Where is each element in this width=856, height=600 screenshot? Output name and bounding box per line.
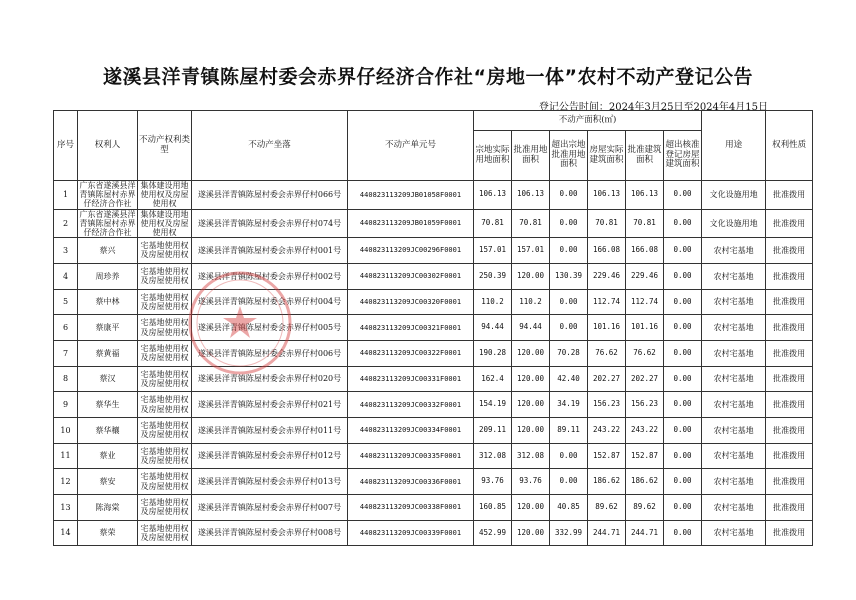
cell-bld-excess: 0.00	[664, 263, 702, 289]
cell-land-approved: 120.00	[512, 392, 550, 418]
cell-bld-approved: 76.62	[626, 340, 664, 366]
cell-nature: 批准拨用	[766, 443, 813, 469]
table-row	[54, 209, 813, 238]
cell-unit-no: 440823113209JC00334F0001	[348, 417, 474, 443]
cell-bld-approved: 186.62	[626, 469, 664, 495]
cell-unit-no: 440823113209JC00339F0001	[348, 520, 474, 546]
cell-bld-excess: 0.00	[664, 495, 702, 521]
cell-bld-approved: 156.23	[626, 392, 664, 418]
header-land-actual: 宗地实际用地面积	[474, 131, 512, 181]
cell-land-approved: 120.00	[512, 417, 550, 443]
cell-land-actual: 94.44	[474, 315, 512, 341]
cell-land-approved: 120.00	[512, 520, 550, 546]
cell-holder: 蔡康平	[78, 315, 138, 341]
header-area-group: 不动产面积(㎡)	[474, 111, 702, 131]
cell-bld-excess: 0.00	[664, 181, 702, 210]
cell-seq: 1	[54, 181, 78, 210]
cell-bld-actual: 186.62	[588, 469, 626, 495]
cell-holder: 周珍养	[78, 263, 138, 289]
cell-usage: 农村宅基地	[702, 520, 766, 546]
table-row	[54, 417, 813, 443]
cell-right-type: 宅基地使用权及房屋使用权	[138, 238, 192, 264]
cell-bld-excess: 0.00	[664, 366, 702, 392]
cell-unit-no: 440823113209JB01058F0001	[348, 181, 474, 210]
cell-seq: 9	[54, 392, 78, 418]
cell-seq: 7	[54, 340, 78, 366]
cell-right-type: 宅基地使用权及房屋使用权	[138, 289, 192, 315]
cell-land-actual: 154.19	[474, 392, 512, 418]
cell-bld-approved: 70.81	[626, 209, 664, 238]
cell-land-actual: 157.01	[474, 238, 512, 264]
table-header	[54, 111, 813, 181]
cell-land-excess: 332.99	[550, 520, 588, 546]
cell-seq: 10	[54, 417, 78, 443]
cell-bld-approved: 243.22	[626, 417, 664, 443]
cell-holder: 蔡中林	[78, 289, 138, 315]
cell-right-type: 宅基地使用权及房屋使用权	[138, 315, 192, 341]
cell-land-approved: 70.81	[512, 209, 550, 238]
cell-right-type: 宅基地使用权及房屋使用权	[138, 469, 192, 495]
header-nature: 权利性质	[766, 111, 813, 181]
cell-unit-no: 440823113209JC00331F0001	[348, 366, 474, 392]
cell-usage: 农村宅基地	[702, 340, 766, 366]
cell-unit-no: 440823113209JC00320F0001	[348, 289, 474, 315]
cell-bld-excess: 0.00	[664, 340, 702, 366]
table-row	[54, 366, 813, 392]
cell-usage: 农村宅基地	[702, 289, 766, 315]
cell-bld-actual: 101.16	[588, 315, 626, 341]
cell-right-type: 宅基地使用权及房屋使用权	[138, 520, 192, 546]
cell-bld-approved: 166.08	[626, 238, 664, 264]
cell-right-type: 宅基地使用权及房屋使用权	[138, 443, 192, 469]
table-row	[54, 181, 813, 210]
cell-usage: 农村宅基地	[702, 392, 766, 418]
cell-right-type: 宅基地使用权及房屋使用权	[138, 417, 192, 443]
cell-usage: 农村宅基地	[702, 469, 766, 495]
cell-land-approved: 94.44	[512, 315, 550, 341]
cell-holder: 蔡荣	[78, 520, 138, 546]
cell-holder: 陈海棠	[78, 495, 138, 521]
cell-right-type: 宅基地使用权及房屋使用权	[138, 366, 192, 392]
cell-unit-no: 440823113209JC00302F0001	[348, 263, 474, 289]
table-row	[54, 392, 813, 418]
cell-unit-no: 440823113209JC00322F0001	[348, 340, 474, 366]
cell-bld-actual: 156.23	[588, 392, 626, 418]
table-body	[54, 181, 813, 546]
cell-nature: 批准拨用	[766, 238, 813, 264]
header-location: 不动产坐落	[192, 111, 348, 181]
cell-usage: 农村宅基地	[702, 417, 766, 443]
cell-usage: 农村宅基地	[702, 443, 766, 469]
cell-holder: 蔡汉	[78, 366, 138, 392]
cell-bld-actual: 76.62	[588, 340, 626, 366]
cell-seq: 2	[54, 209, 78, 238]
cell-bld-excess: 0.00	[664, 417, 702, 443]
cell-land-actual: 250.39	[474, 263, 512, 289]
cell-seq: 11	[54, 443, 78, 469]
header-seq: 序号	[54, 111, 78, 181]
cell-usage: 农村宅基地	[702, 315, 766, 341]
cell-land-approved: 120.00	[512, 340, 550, 366]
cell-right-type: 宅基地使用权及房屋使用权	[138, 340, 192, 366]
cell-seq: 12	[54, 469, 78, 495]
cell-seq: 5	[54, 289, 78, 315]
cell-unit-no: 440823113209JC00336F0001	[348, 469, 474, 495]
table-row	[54, 340, 813, 366]
cell-unit-no: 440823113209JC00296F0001	[348, 238, 474, 264]
cell-location: 遂溪县洋青镇陈屋村委会赤界仔村008号	[192, 520, 348, 546]
cell-right-type: 宅基地使用权及房屋使用权	[138, 392, 192, 418]
table-row	[54, 289, 813, 315]
cell-bld-approved: 89.62	[626, 495, 664, 521]
cell-bld-excess: 0.00	[664, 469, 702, 495]
table-row	[54, 263, 813, 289]
cell-land-actual: 312.08	[474, 443, 512, 469]
cell-seq: 13	[54, 495, 78, 521]
cell-bld-excess: 0.00	[664, 443, 702, 469]
table-row	[54, 315, 813, 341]
cell-land-excess: 130.39	[550, 263, 588, 289]
cell-bld-approved: 106.13	[626, 181, 664, 210]
cell-land-actual: 162.4	[474, 366, 512, 392]
cell-land-approved: 120.00	[512, 366, 550, 392]
cell-bld-excess: 0.00	[664, 392, 702, 418]
cell-location: 遂溪县洋青镇陈屋村委会赤界仔村007号	[192, 495, 348, 521]
cell-location: 遂溪县洋青镇陈屋村委会赤界仔村012号	[192, 443, 348, 469]
cell-nature: 批准拨用	[766, 366, 813, 392]
cell-unit-no: 440823113209JC00321F0001	[348, 315, 474, 341]
cell-land-excess: 89.11	[550, 417, 588, 443]
cell-land-actual: 70.81	[474, 209, 512, 238]
cell-unit-no: 440823113209JC00335F0001	[348, 443, 474, 469]
cell-seq: 8	[54, 366, 78, 392]
cell-bld-excess: 0.00	[664, 315, 702, 341]
cell-land-approved: 120.00	[512, 263, 550, 289]
cell-bld-approved: 112.74	[626, 289, 664, 315]
cell-location: 遂溪县洋青镇陈屋村委会赤界仔村013号	[192, 469, 348, 495]
cell-land-excess: 0.00	[550, 289, 588, 315]
table-row	[54, 495, 813, 521]
cell-location: 遂溪县洋青镇陈屋村委会赤界仔村006号	[192, 340, 348, 366]
cell-location: 遂溪县洋青镇陈屋村委会赤界仔村011号	[192, 417, 348, 443]
cell-land-actual: 209.11	[474, 417, 512, 443]
header-land-excess: 超出宗地批准用地面积	[550, 131, 588, 181]
cell-unit-no: 440823113209JC00332F0001	[348, 392, 474, 418]
table-row	[54, 520, 813, 546]
cell-location: 遂溪县洋青镇陈屋村委会赤界仔村020号	[192, 366, 348, 392]
cell-right-type: 集体建设用地使用权及房屋使用权	[138, 181, 192, 210]
cell-usage: 农村宅基地	[702, 238, 766, 264]
cell-location: 遂溪县洋青镇陈屋村委会赤界仔村021号	[192, 392, 348, 418]
cell-holder: 广东省遂溪县洋青镇陈屋村赤界仔经济合作社	[79, 209, 136, 237]
cell-location: 遂溪县洋青镇陈屋村委会赤界仔村066号	[192, 181, 348, 210]
cell-bld-excess: 0.00	[664, 209, 702, 238]
cell-bld-excess: 0.00	[664, 289, 702, 315]
cell-bld-actual: 166.08	[588, 238, 626, 264]
cell-bld-actual: 152.87	[588, 443, 626, 469]
cell-bld-excess: 0.00	[664, 238, 702, 264]
header-usage: 用途	[702, 111, 766, 181]
cell-land-actual: 110.2	[474, 289, 512, 315]
cell-land-excess: 0.00	[550, 315, 588, 341]
cell-land-excess: 0.00	[550, 238, 588, 264]
cell-nature: 批准拨用	[766, 181, 813, 210]
cell-bld-excess: 0.00	[664, 520, 702, 546]
header-holder: 权利人	[78, 111, 138, 181]
cell-usage: 农村宅基地	[702, 495, 766, 521]
cell-holder: 蔡华生	[78, 392, 138, 418]
cell-unit-no: 440823113209JC00338F0001	[348, 495, 474, 521]
cell-bld-actual: 202.27	[588, 366, 626, 392]
cell-land-approved: 106.13	[512, 181, 550, 210]
cell-land-excess: 70.28	[550, 340, 588, 366]
header-unit-no: 不动产单元号	[348, 111, 474, 181]
cell-usage: 文化设施用地	[702, 209, 766, 238]
cell-bld-approved: 244.71	[626, 520, 664, 546]
cell-holder: 蔡黄福	[78, 340, 138, 366]
cell-bld-actual: 229.46	[588, 263, 626, 289]
header-right-type: 不动产权利类型	[138, 111, 192, 181]
cell-land-approved: 120.00	[512, 495, 550, 521]
cell-land-approved: 157.01	[512, 238, 550, 264]
cell-holder: 蔡兴	[78, 238, 138, 264]
cell-holder: 蔡华穰	[78, 417, 138, 443]
cell-land-excess: 0.00	[550, 181, 588, 210]
cell-holder: 蔡安	[78, 469, 138, 495]
cell-seq: 3	[54, 238, 78, 264]
table-row	[54, 238, 813, 264]
cell-land-excess: 0.00	[550, 469, 588, 495]
cell-land-excess: 34.19	[550, 392, 588, 418]
cell-nature: 批准拨用	[766, 209, 813, 238]
cell-location: 遂溪县洋青镇陈屋村委会赤界仔村001号	[192, 238, 348, 264]
cell-holder: 蔡业	[78, 443, 138, 469]
cell-nature: 批准拨用	[766, 469, 813, 495]
cell-location: 遂溪县洋青镇陈屋村委会赤界仔村005号	[192, 315, 348, 341]
cell-seq: 4	[54, 263, 78, 289]
cell-nature: 批准拨用	[766, 340, 813, 366]
cell-land-actual: 106.13	[474, 181, 512, 210]
cell-land-actual: 190.28	[474, 340, 512, 366]
cell-bld-approved: 101.16	[626, 315, 664, 341]
cell-location: 遂溪县洋青镇陈屋村委会赤界仔村004号	[192, 289, 348, 315]
registration-table	[53, 110, 813, 546]
cell-nature: 批准拨用	[766, 417, 813, 443]
cell-bld-actual: 106.13	[588, 181, 626, 210]
cell-land-approved: 110.2	[512, 289, 550, 315]
cell-land-approved: 312.08	[512, 443, 550, 469]
header-bld-excess: 超出核准登记房屋建筑面积	[664, 131, 702, 181]
cell-bld-actual: 112.74	[588, 289, 626, 315]
cell-bld-actual: 243.22	[588, 417, 626, 443]
cell-land-actual: 93.76	[474, 469, 512, 495]
cell-right-type: 宅基地使用权及房屋使用权	[138, 495, 192, 521]
cell-land-excess: 0.00	[550, 209, 588, 238]
cell-bld-approved: 229.46	[626, 263, 664, 289]
cell-unit-no: 440823113209JB01059F0001	[348, 209, 474, 238]
cell-bld-actual: 70.81	[588, 209, 626, 238]
cell-seq: 6	[54, 315, 78, 341]
table-row	[54, 443, 813, 469]
cell-right-type: 集体建设用地使用权及房屋使用权	[138, 209, 192, 238]
cell-bld-approved: 202.27	[626, 366, 664, 392]
cell-nature: 批准拨用	[766, 392, 813, 418]
notice-period: 登记公告时间：2024年3月25日至2024年4月15日	[538, 102, 768, 113]
cell-land-approved: 93.76	[512, 469, 550, 495]
header-bld-actual: 房屋实际建筑面积	[588, 131, 626, 181]
cell-nature: 批准拨用	[766, 495, 813, 521]
cell-seq: 14	[54, 520, 78, 546]
cell-usage: 农村宅基地	[702, 366, 766, 392]
cell-land-actual: 452.99	[474, 520, 512, 546]
cell-bld-approved: 152.87	[626, 443, 664, 469]
cell-bld-actual: 244.71	[588, 520, 626, 546]
header-land-approved: 批准用地面积	[512, 131, 550, 181]
cell-bld-actual: 89.62	[588, 495, 626, 521]
cell-land-actual: 160.85	[474, 495, 512, 521]
notice-title: 遂溪县洋青镇陈屋村委会赤界仔经济合作社“房地一体”农村不动产登记公告	[103, 66, 753, 88]
table-row	[54, 469, 813, 495]
cell-land-excess: 0.00	[550, 443, 588, 469]
cell-land-excess: 42.40	[550, 366, 588, 392]
cell-usage: 农村宅基地	[702, 263, 766, 289]
cell-right-type: 宅基地使用权及房屋使用权	[138, 263, 192, 289]
cell-nature: 批准拨用	[766, 520, 813, 546]
cell-location: 遂溪县洋青镇陈屋村委会赤界仔村074号	[192, 209, 348, 238]
cell-nature: 批准拨用	[766, 289, 813, 315]
header-bld-approved: 批准建筑面积	[626, 131, 664, 181]
cell-usage: 文化设施用地	[702, 181, 766, 210]
cell-nature: 批准拨用	[766, 315, 813, 341]
cell-land-excess: 40.85	[550, 495, 588, 521]
cell-nature: 批准拨用	[766, 263, 813, 289]
cell-holder: 广东省遂溪县洋青镇陈屋村赤界仔经济合作社	[79, 181, 136, 209]
cell-location: 遂溪县洋青镇陈屋村委会赤界仔村002号	[192, 263, 348, 289]
